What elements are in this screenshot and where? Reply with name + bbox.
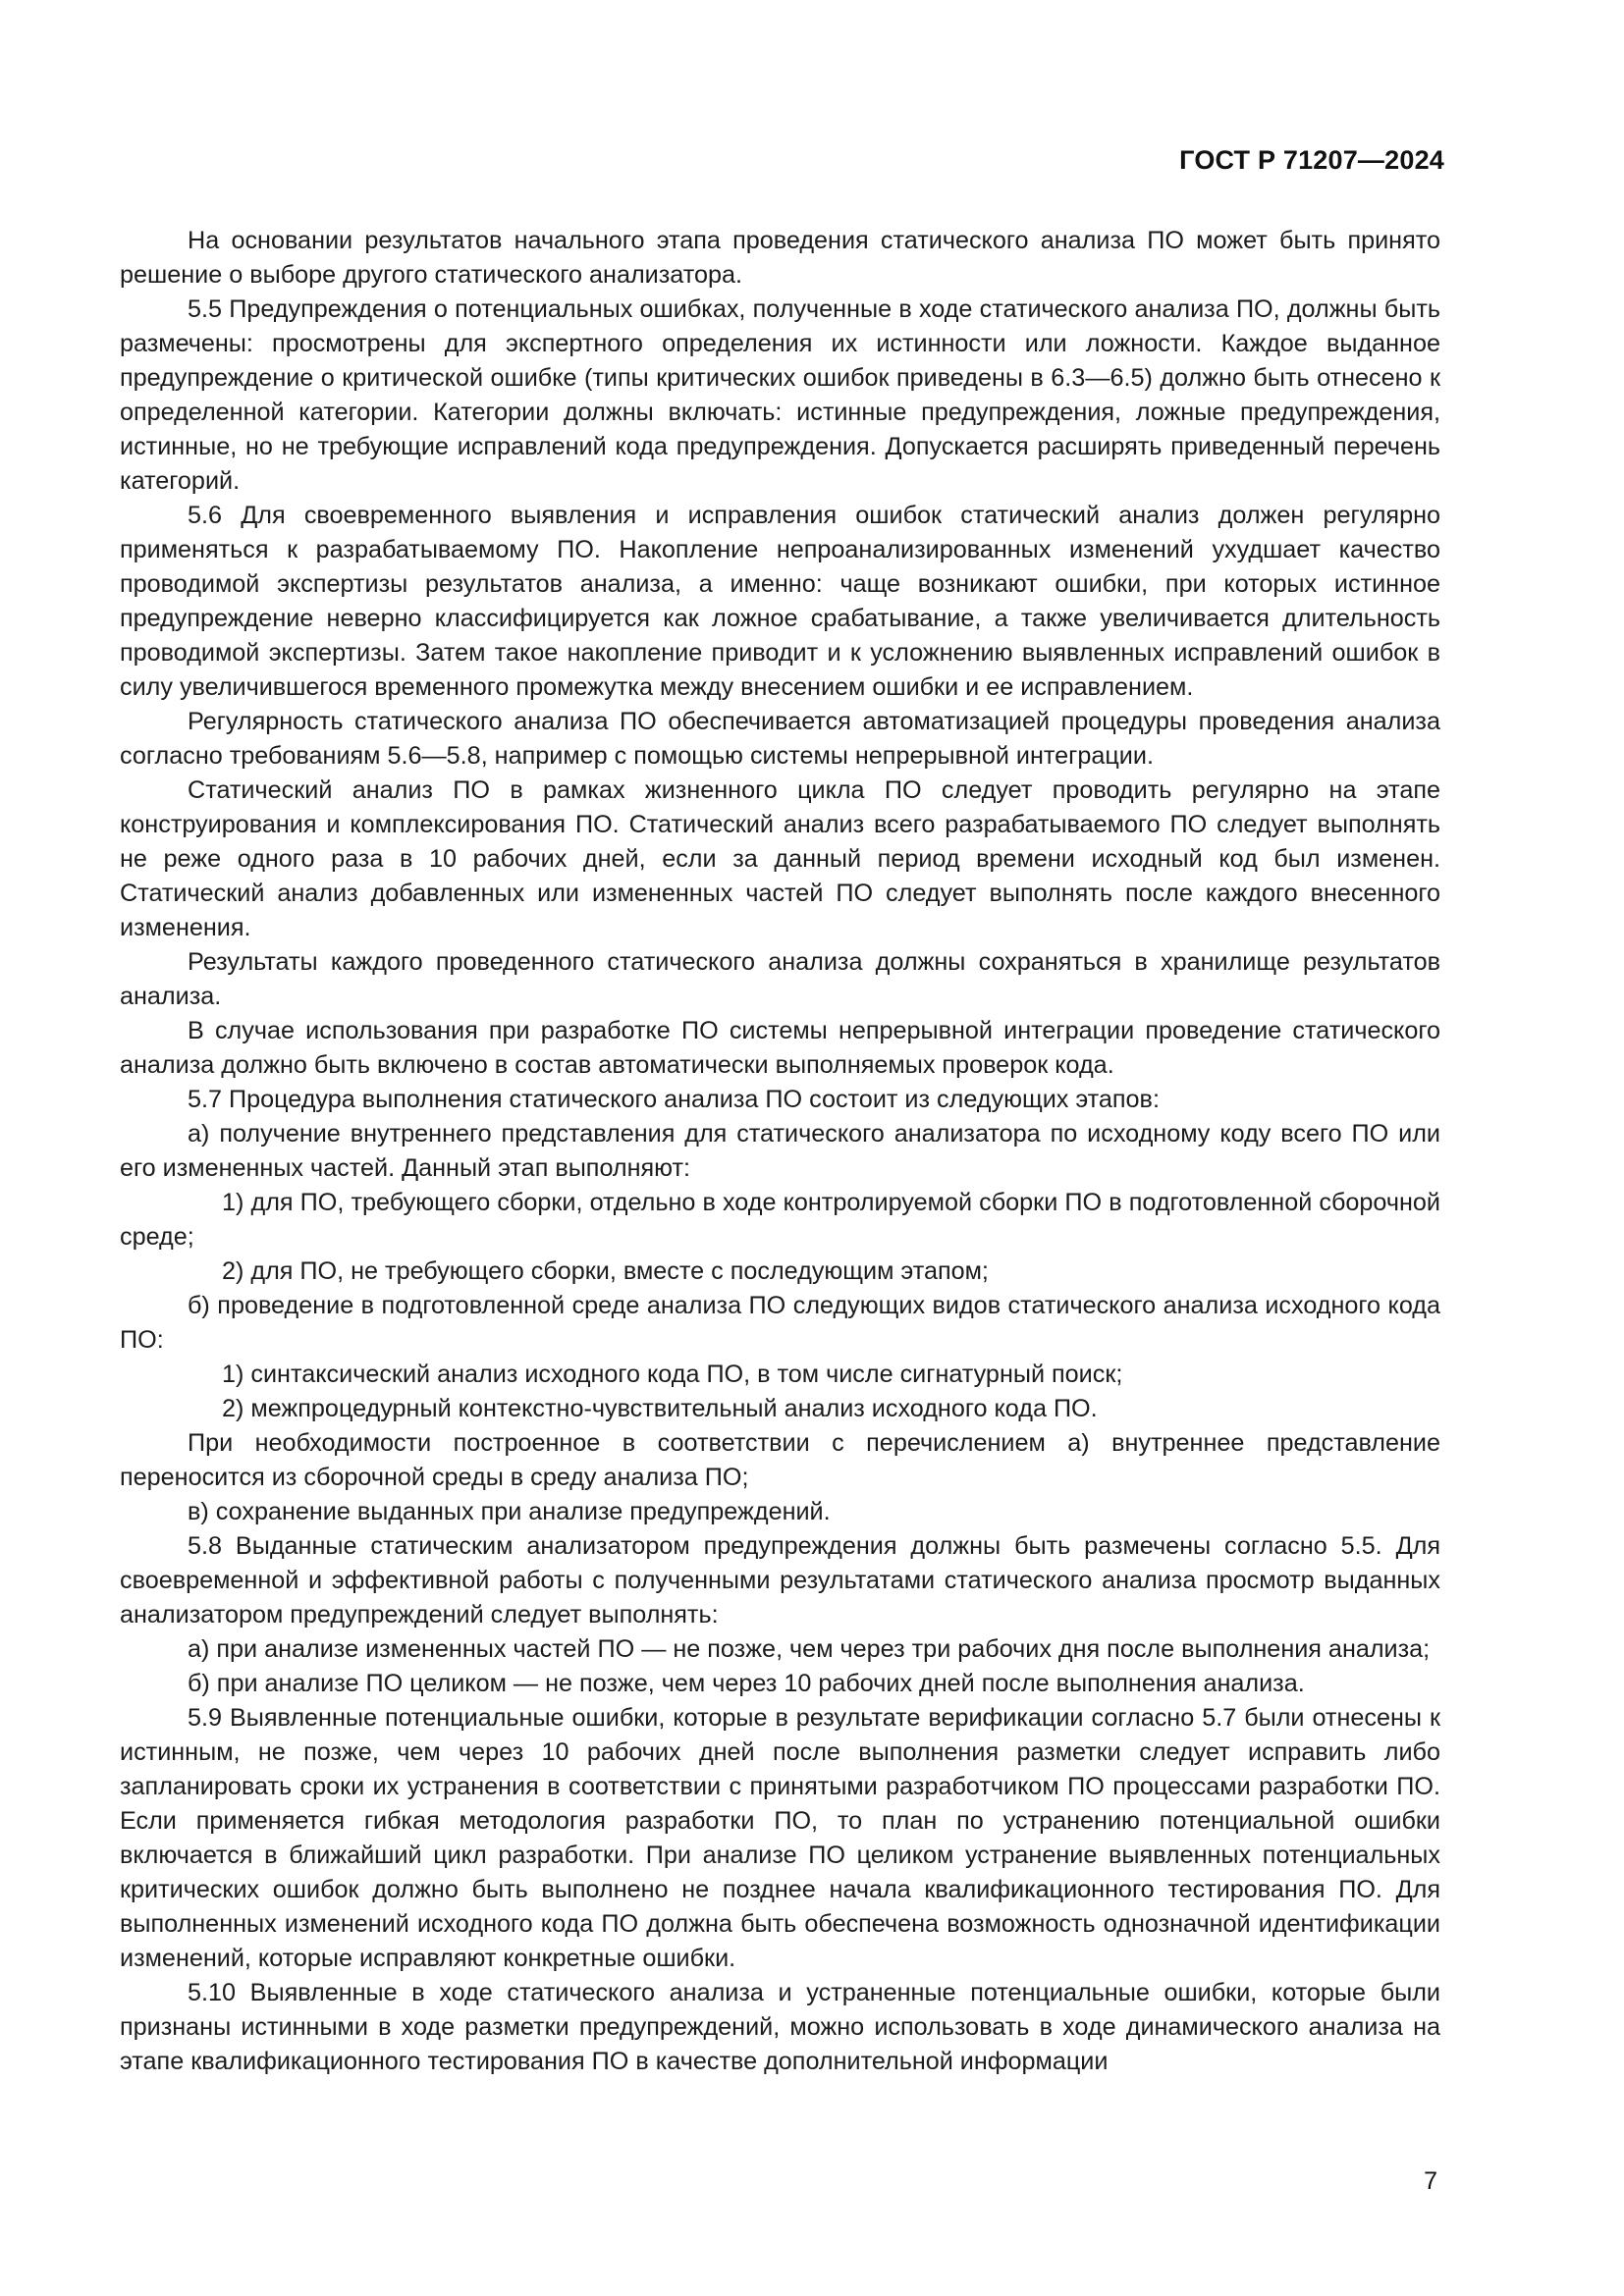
list-item-b: б) при анализе ПО целиком — не позже, чем через 10 рабочих дней после выполнения анализа. <box>188 1670 1305 1697</box>
list-subitem-2: 2) межпроцедурный контекстно-чувствительный анализ исходного кода ПО. <box>222 1395 1098 1422</box>
paragraph: В случае использования при разработке ПО системы непрерывной интеграции проведение статического анализа должно быть включено в состав автоматически выполняемых проверок кода. <box>120 1017 1440 1079</box>
paragraph-5-6: 5.6 Для своевременного выявления и исправления ошибок статический анализ должен регулярно применяться к разрабатываемому ПО. Накопление непроанализированных изменений ухудшает качество проводимой экспертизы результатов анализа, а именно: чаще возникают ошибки, при которых истинное предупреждение неверно классифицируется как ложное срабатывание, а также увеличивается длительность проводимой экспертизы. Затем такое накопление приводит и к усложнению выявленных исправлений ошибок в силу увеличившегося временного промежутка между внесением ошибки и ее исправлением. <box>120 502 1440 701</box>
page-number: 7 <box>1424 2167 1437 2195</box>
paragraph: Регулярность статического анализа ПО обеспечивается автоматизацией процедуры проведения анализа согласно требованиям 5.6—5.8, например с помощью системы непрерывной интеграции. <box>120 708 1440 770</box>
paragraph-5-9: 5.9 Выявленные потенциальные ошибки, которые в результате верификации согласно 5.7 были отнесены к истинным, не позже, чем через 10 рабочих дней после выполнения разметки следует исправить либо запланировать сроки их устранения в соответствии с принятыми разработчиком ПО процессами разработки ПО. Если применяется гибкая методология разработки ПО, то план по устранению потенциальной ошибки включается в ближайший цикл разработки. При анализе ПО целиком устранение выявленных потенциальных критических ошибок должно быть выполнено не позднее начала квалификационного тестирования ПО. Для выполненных изменений исходного кода ПО должна быть обеспечена возможность однозначной идентификации изменений, которые исправляют конкретные ошибки. <box>120 1704 1440 1972</box>
document-body <box>120 224 1440 2079</box>
paragraph: На основании результатов начального этапа проведения статического анализа ПО может быть принято решение о выборе другого статического анализатора. <box>120 227 1440 289</box>
paragraph-5-10: 5.10 Выявленные в ходе статического анализа и устраненные потенциальные ошибки, которые были признаны истинными в ходе разметки предупреждений, можно использовать в ходе динамического анализа на этапе квалификационного тестирования ПО в качестве дополнительной информации <box>120 1979 1440 2075</box>
standard-header: ГОСТ Р 71207—2024 <box>1179 145 1444 175</box>
paragraph: При необходимости построенное в соответствии с перечислением а) внутреннее представление переносится из сборочной среды в среду анализа ПО; <box>120 1429 1440 1491</box>
list-item-a: а) при анализе измененных частей ПО — не позже, чем через три рабочих дня после выполнения анализа; <box>188 1635 1431 1663</box>
list-item-b: б) проведение в подготовленной среде анализа ПО следующих видов статического анализа исходного кода ПО: <box>120 1292 1440 1354</box>
paragraph-5-7: 5.7 Процедура выполнения статического анализа ПО состоит из следующих этапов: <box>188 1086 1160 1113</box>
list-subitem-1: 1) для ПО, требующего сборки, отдельно в ходе контролируемой сборки ПО в подготовленной сборочной среде; <box>120 1189 1440 1251</box>
list-item-v: в) сохранение выданных при анализе предупреждений. <box>188 1498 831 1525</box>
list-subitem-2: 2) для ПО, не требующего сборки, вместе с последующим этапом; <box>222 1257 989 1285</box>
paragraph-5-8: 5.8 Выданные статическим анализатором предупреждения должны быть размечены согласно 5.5. Для своевременной и эффективной работы с полученными результатами статического анализа просмотр выданных анализатором предупреждений следует выполнять: <box>120 1532 1440 1629</box>
paragraph: Статический анализ ПО в рамках жизненного цикла ПО следует проводить регулярно на этапе конструирования и комплексирования ПО. Статический анализ всего разрабатываемого ПО следует выполнять не реже одного раза в 10 рабочих дней, если за данный период времени исходный код был изменен. Статический анализ добавленных или измененных частей ПО следует выполнять после каждого внесенного изменения. <box>120 776 1440 941</box>
paragraph-5-5: 5.5 Предупреждения о потенциальных ошибках, полученные в ходе статического анализа ПО, должны быть размечены: просмотрены для экспертного определения их истинности или ложности. Каждое выданное предупреждение о критической ошибке (типы критических ошибок приведены в 6.3—6.5) должно быть отнесено к определенной категории. Категории должны включать: истинные предупреждения, ложные предупреждения, истинные, но не требующие исправлений кода предупреждения. Допускается расширять приведенный перечень категорий. <box>120 295 1440 495</box>
list-subitem-1: 1) синтаксический анализ исходного кода ПО, в том числе сигнатурный поиск; <box>222 1361 1123 1388</box>
paragraph: Результаты каждого проведенного статического анализа должны сохраняться в хранилище результатов анализа. <box>120 948 1440 1010</box>
list-item-a: а) получение внутреннего представления для статического анализатора по исходному коду всего ПО или его измененных частей. Данный этап выполняют: <box>120 1120 1440 1182</box>
